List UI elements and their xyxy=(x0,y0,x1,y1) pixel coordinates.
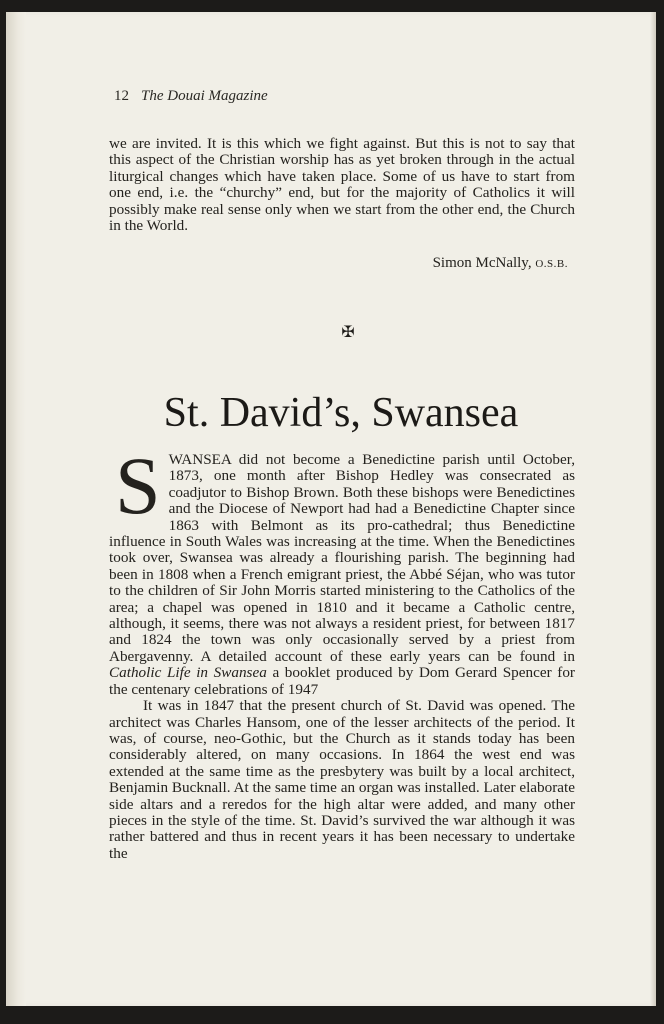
cross-ornament-icon: ✠ xyxy=(341,322,355,341)
book-title: Catholic Life in Swansea xyxy=(109,664,267,682)
running-head xyxy=(114,88,268,105)
page-gutter xyxy=(6,12,26,1006)
closing-paragraph: we are invited. It is this which we fight against. But this is not to say that this aspect of the Christian worship has as yet broken through in the actual liturgical changes which have taken place. Some of us have to start from one end, i.e. the “churchy” end, but for the majority of Catholics it will possibly make real sense only when we start from the other end, the Church in the World. xyxy=(109,135,575,235)
magazine-title: The Douai Magazine xyxy=(141,88,268,104)
author-name: Simon McNally, xyxy=(432,255,532,271)
page-edge xyxy=(650,12,656,1006)
article-body xyxy=(109,440,575,862)
author-signature xyxy=(433,255,568,272)
article-title: St. David’s, Swansea xyxy=(163,390,519,436)
author-suffix: O.S.B. xyxy=(535,258,568,270)
article-paragraph-2: It was in 1847 that the present church of St. David was opened. The architect was Charles Hansom, one of the lesser architects of the period. It was, of course, neo-Gothic, but the Church as it stands today has been considerably altered, on many occasions. In 1864 the west end was extended at the same time as the presbytery was built by a local architect, Benjamin Bucknall. At the same time an organ was installed. Later elaborate side altars and a reredos for the high altar were added, and many other pieces in the style of the time. St. David’s survived the war although it was rather battered and thus in recent years it has been necessary to undertake the xyxy=(109,697,575,862)
paragraph-1-start: WANSEA did not become a Benedictine parish until October, 1873, one month after Bishop Hedley was consecrated as coadjutor to Bishop Brown. Both these bishops were Benedictines and the Diocese of Newport had had a Benedictine Chapter since 1863 with Belmont as its pro-cathedral; thus Benedictine influence in South Wales was increasing at the time. When the Benedictines took over, Swansea was already a flourishing parish. The beginning had been in 1808 when a French emigrant priest, the Abbé Séjan, who was tutor to the children of Sir John Morris started ministering to the Catholics of the area; a chapel was opened in 1810 and it became a Catholic centre, although, it seems, there was not always a resident priest, for between 1817 and 1824 the town was only occasionally served by a priest from Abergavenny. A detailed account of these early years can be found in xyxy=(109,451,575,665)
book-page xyxy=(6,12,656,1006)
drop-cap: S xyxy=(115,440,161,531)
paragraph-1-end: a booklet produced by Dom Gerard Spencer for the centenary celebrations of 1947 xyxy=(109,664,575,698)
page-number: 12 xyxy=(114,88,129,104)
article-paragraph-1 xyxy=(109,440,575,698)
previous-article-paragraph xyxy=(109,136,575,234)
